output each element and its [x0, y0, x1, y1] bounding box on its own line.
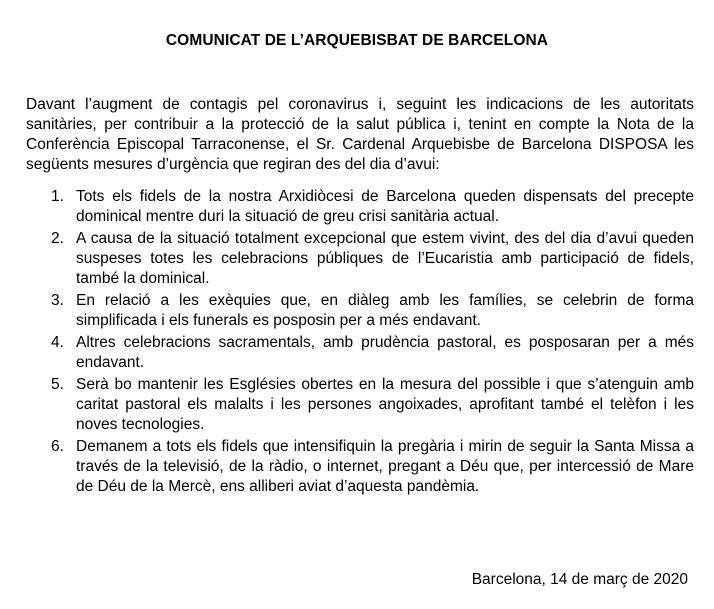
item-text: Tots els fidels de la nostra Arxidiòcesi de Barcelona queden dispensats del precepte dominical mentre duri la situació de greu crisi sanitària actual. — [76, 188, 694, 225]
item-number: 3. — [51, 292, 64, 309]
list-item — [26, 291, 694, 331]
item-text: En relació a les exèquies que, en diàleg amb les famílies, se celebrin de forma simplificada i els funerals es posposin per a més endavant. — [76, 292, 694, 329]
document-title: COMUNICAT DE L’ARQUEBISBAT DE BARCELONA — [165, 32, 549, 49]
item-text: Altres celebracions sacramentals, amb prudència pastoral, es posposaran per a més endavant. — [76, 334, 694, 371]
item-text: Serà bo mantenir les Esglésies obertes en la mesura del possible i que s’atenguin amb caritat pastoral els malalts i les persones angoixades, aprofitant també el telèfon i les noves tecnologies. — [76, 376, 694, 433]
list-item — [26, 333, 694, 373]
item-text: Demanem a tots els fidels que intensifiquin la pregària i mirin de seguir la Santa Missa a través de la televisió, de la ràdio, o internet, pregant a Déu que, per intercessió de Mare de Déu de la Mercè, ens alliberi aviat d’aquesta pandèmia. — [76, 438, 694, 495]
list-item — [26, 437, 694, 497]
item-number: 2. — [51, 230, 64, 247]
intro-paragraph: Davant l’augment de contagis pel coronavirus i, seguint les indicacions de les autoritats sanitàries, per contribuir a la protecció de la salut pública i, tenint en compte la Nota de la Conferència Episcopal Tarraconense, el Sr. Cardenal Arquebisbe de Barcelona DISPOSA les següents mesures d’urgència que regiran des del dia d’avui: — [26, 96, 694, 173]
item-number: 6. — [51, 438, 64, 455]
date-line: Barcelona, 14 de març de 2020 — [471, 571, 688, 588]
item-text: A causa de la situació totalment excepcional que estem vivint, des del dia d’avui queden suspeses totes les celebracions públiques de l’Eucaristia amb participació de fidels, també la dominical. — [76, 230, 694, 287]
list-item — [26, 229, 694, 289]
item-number: 1. — [51, 188, 64, 205]
list-item — [26, 187, 694, 227]
measures-list — [26, 187, 694, 499]
item-number: 5. — [51, 376, 64, 393]
list-item — [26, 375, 694, 435]
item-number: 4. — [51, 334, 64, 351]
